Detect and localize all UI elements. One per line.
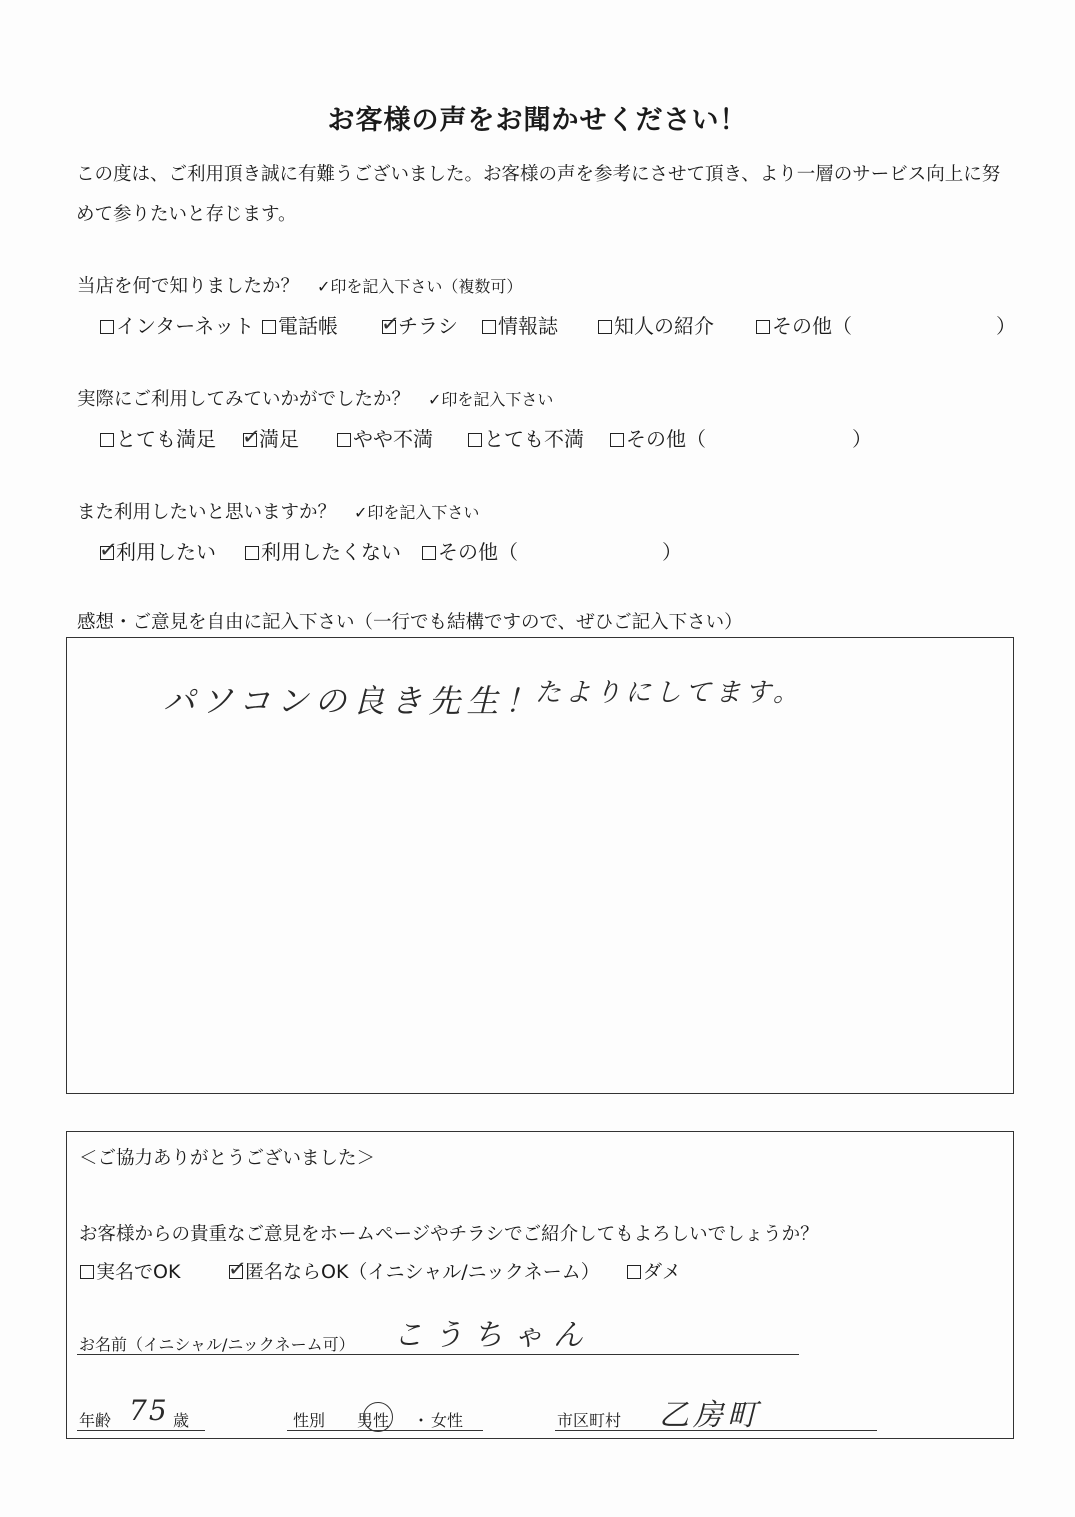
age-value[interactable]: 75 xyxy=(129,1394,169,1427)
checkbox-checked[interactable] xyxy=(379,311,401,338)
age-label: 年齢 xyxy=(79,1411,112,1430)
q3-header xyxy=(77,498,479,524)
thanks-text: ＜ご協力ありがとうございました＞ xyxy=(79,1148,376,1169)
permission-option-no[interactable]: ダメ xyxy=(627,1257,681,1284)
checkbox[interactable] xyxy=(468,433,482,447)
q1-option-referral[interactable]: 知人の紹介 xyxy=(598,310,714,339)
age-underline xyxy=(77,1430,205,1431)
permission-option-real-name[interactable]: 実名でOK xyxy=(80,1257,180,1284)
gender-separator: ・ xyxy=(413,1411,430,1430)
checkbox[interactable] xyxy=(262,320,276,334)
q3-option-will-use[interactable]: ✓ 利用したい xyxy=(97,537,216,564)
city-underline xyxy=(555,1430,877,1431)
q3-note: ✓印を記入下さい xyxy=(354,503,480,522)
q3-option-other[interactable]: その他（ xyxy=(422,536,518,565)
check-mark-icon: ✓ xyxy=(379,311,401,338)
intro-line-1: この度は、ご利用頂き誠に有難うございました。お客様の声を参考にさせて頂き、より一層のサービス向上に努 xyxy=(76,164,1001,185)
name-underline xyxy=(77,1354,799,1355)
intro-line-2: めて参りたいと存じます。 xyxy=(76,204,297,225)
q1-option-phonebook[interactable]: 電話帳 xyxy=(262,310,338,339)
city-label: 市区町村 xyxy=(557,1411,622,1430)
checkbox[interactable] xyxy=(100,320,114,334)
comments-label: 感想・ご意見を自由に記入下さい（一行でも結構ですので、ぜひご記入下さい） xyxy=(77,612,743,633)
age-unit: 歳 xyxy=(173,1411,190,1430)
q1-other-close: ） xyxy=(996,314,1016,338)
q2-other-close: ） xyxy=(852,427,872,451)
check-mark-icon: ✓ xyxy=(240,424,262,451)
gender-label: 性別 xyxy=(293,1411,326,1430)
city-value[interactable]: 乙房町 xyxy=(659,1398,761,1433)
q2-header xyxy=(77,385,553,411)
checkbox-checked[interactable] xyxy=(97,537,119,564)
q2-option-very-satisfied[interactable]: とても満足 xyxy=(100,423,216,452)
q3-option-will-not-use[interactable]: 利用したくない xyxy=(245,536,401,565)
permission-question: お客様からの貴重なご意見をホームページやチラシでご紹介してもよろしいでしょうか？ xyxy=(79,1224,819,1245)
q2-note: ✓印を記入下さい xyxy=(428,390,554,409)
name-label: お名前（イニシャル/ニックネーム可） xyxy=(79,1335,355,1354)
name-value[interactable]: こうちゃん xyxy=(393,1318,593,1353)
checkbox[interactable] xyxy=(610,433,624,447)
q1-option-magazine[interactable]: 情報誌 xyxy=(482,310,558,339)
gender-male[interactable]: 男性 xyxy=(357,1411,390,1430)
q1-option-internet[interactable]: インターネット xyxy=(100,310,254,339)
gender-female[interactable]: 女性 xyxy=(431,1411,464,1430)
q2-option-somewhat-dissatisfied[interactable]: やや不満 xyxy=(337,423,433,452)
check-mark-icon: ✓ xyxy=(97,537,119,564)
checkbox[interactable] xyxy=(422,546,436,560)
q3-question: また利用したいと思いますか？ xyxy=(77,502,337,523)
q2-option-other[interactable]: その他（ xyxy=(610,423,706,452)
checkbox[interactable] xyxy=(627,1265,641,1279)
q2-option-very-dissatisfied[interactable]: とても不満 xyxy=(468,423,584,452)
checkbox[interactable] xyxy=(598,320,612,334)
checkbox[interactable] xyxy=(245,546,259,560)
q3-other-close: ） xyxy=(662,540,682,564)
page-title: お客様の声をお聞かせください！ xyxy=(327,105,748,136)
q1-note: ✓印を記入下さい（複数可） xyxy=(317,277,523,296)
checkbox[interactable] xyxy=(100,433,114,447)
checkbox[interactable] xyxy=(80,1265,94,1279)
checkbox[interactable] xyxy=(756,320,770,334)
permission-option-anonymous[interactable]: ✓ 匿名ならOK（イニシャル/ニックネーム） xyxy=(226,1256,600,1283)
q1-question: 当店を何で知りましたか？ xyxy=(77,276,300,297)
q1-header xyxy=(77,272,522,298)
footer-box xyxy=(66,1131,1014,1439)
checkbox[interactable] xyxy=(482,320,496,334)
comments-box[interactable] xyxy=(66,637,1014,1094)
gender-underline xyxy=(287,1430,483,1431)
q1-option-other[interactable]: その他（ xyxy=(756,310,852,339)
checkbox-checked[interactable] xyxy=(226,1256,248,1283)
checkbox[interactable] xyxy=(337,433,351,447)
selected-circle-icon xyxy=(363,1402,393,1432)
q1-option-flyer[interactable]: ✓ チラシ xyxy=(379,311,458,338)
q2-option-satisfied[interactable]: ✓ 満足 xyxy=(240,424,299,451)
checkbox-checked[interactable] xyxy=(240,424,262,451)
comment-handwriting-2: たよりにしてます。 xyxy=(535,678,803,708)
check-mark-icon: ✓ xyxy=(226,1256,248,1283)
comment-handwriting-1: パソコンの良き先生！ xyxy=(163,682,543,720)
q2-question: 実際にご利用してみていかがでしたか？ xyxy=(77,389,411,410)
